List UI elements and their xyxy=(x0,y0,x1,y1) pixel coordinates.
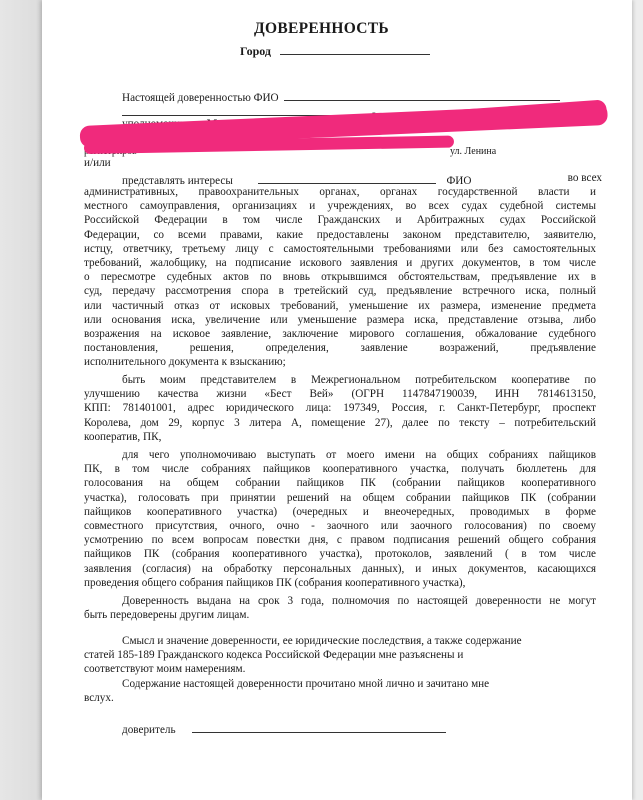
text-line: для чего уполномочиваю выступать от моего имени на общих собраниях пайщиков xyxy=(122,449,596,461)
text-line: КПП: 781401001, адрес юридического лица: 197349, Россия, г. Санкт-Петербург, проспект xyxy=(84,402,596,415)
partial-line-2-tail: ул. Ленина xyxy=(450,146,497,157)
text-line: исполнительного документа к взысканию; xyxy=(84,356,286,369)
city-line xyxy=(240,42,430,59)
text-line: ПК, в том числе собраниях пайщиков кооперативного участка, получать бюллетень для xyxy=(84,463,596,476)
text-line: Содержание настоящей доверенности прочитано мной лично и зачитано мне xyxy=(122,678,490,690)
text-line: пайщиков ПК (собрания кооперативного участка), протоколов, заявлений ( в том числе xyxy=(84,548,596,561)
text-line: быть моим представителем в Межрегиональном потребительском кооперативе по xyxy=(122,374,596,386)
represent-suffix: во всех xyxy=(567,172,602,184)
text-line: пайщиков кооперативного участка) (очередных и внеочередных, проводимых в форме xyxy=(84,505,596,518)
signature-blank xyxy=(192,720,446,733)
text-line: Российской Федерации в том числе Гражданских и Арбитражных судах Российской xyxy=(84,214,596,227)
represent-fio: ФИО xyxy=(446,175,472,187)
document-title: ДОВЕРЕННОСТЬ xyxy=(254,20,389,37)
text-line: или частичный отказ от исковых требований, уменьшение их размера, изменение предмета xyxy=(84,299,596,312)
text-line: совместного присутствия, очного, очно - заочного или заочного голосования) по своему xyxy=(84,520,596,532)
text-line: Королева, дом 29, корпус 3 литера А, помещение 27), далее по тексту – потребительский xyxy=(84,416,596,429)
text-line: местного самоуправления, организациях и учреждениях, во всех судах судебной системы xyxy=(84,200,596,213)
intro-text: Настоящей доверенностью ФИО xyxy=(122,92,279,104)
text-line: или основания иска, увеличение или уменьшение размера иска, представление отзыва, либо xyxy=(84,313,596,326)
text-line: усмотрению по всем вопросам повестки дня, с правом подписания решений общего собрания xyxy=(84,534,596,547)
text-line: суд, передачу рассмотрения спора в третейский суд, предъявление встречного иска, полный xyxy=(84,285,596,298)
text-line: истцу, ответчику, третьему лицу с самостоятельными требованиями или без самостоятельных xyxy=(84,242,596,255)
text-line: заявления (согласия) на обработку персональных данных), и иных документов, касающихся xyxy=(84,562,596,575)
text-line: Доверенность выдана на срок 3 года, полномочия по настоящей доверенности не могут xyxy=(122,595,596,607)
text-line: возражения на исковое заявление, заключение мирового соглашения, обжалование судебного xyxy=(84,328,596,340)
text-line: статей 185-189 Гражданского кодекса Российской Федерации мне разъяснены и xyxy=(84,649,464,662)
city-blank xyxy=(280,42,430,55)
text-line: вслух. xyxy=(84,692,114,705)
text-line: Федерации, со всеми правами, какие предоставлены законом представителю, заявителю, xyxy=(84,228,596,241)
signature-line xyxy=(122,720,446,737)
and-or: и/или xyxy=(84,157,111,169)
city-label: Город xyxy=(240,44,271,58)
text-line: соответствуют моим намерениям. xyxy=(84,663,246,676)
text-line: проведения общего собрания пайщиков ПК (собрания кооперативного участка), xyxy=(84,576,466,589)
text-line: Смысл и значение доверенности, ее юридические последствия, а также содержание xyxy=(122,635,522,647)
text-line: требований, жалобщику, на подписание искового заявления и других документов, в том числе xyxy=(84,257,596,269)
represent-prefix: представлять интересы xyxy=(122,175,233,187)
text-line: постановления, решения, определения, заявление возражений, предъявление xyxy=(84,342,596,355)
background-edge xyxy=(0,0,42,800)
intro-fio-blank xyxy=(284,88,560,101)
text-line: административных, правоохранительных органах, органах государственной власти и xyxy=(84,186,596,198)
text-line: голосования на общем собрании пайщиков ПК (собрании пайщиков кооперативного xyxy=(84,477,596,490)
text-line: быть передоверены другим лицам. xyxy=(84,609,250,622)
text-line: участка), голосовать при принятии решений на общем собрании пайщиков ПК (собрании xyxy=(84,491,596,504)
text-line: о пересмотре судебных актов по вновь открывшимся обстоятельствам, предъявление их в xyxy=(84,271,596,284)
text-line: кооператив, ПК, xyxy=(84,430,162,443)
signature-label: доверитель xyxy=(122,724,176,736)
text-line: улучшению качества жизни «Бест Вей» (ОГРН 1147847190039, ИНН 7814613150, xyxy=(84,388,596,401)
represent-blank xyxy=(258,171,436,184)
